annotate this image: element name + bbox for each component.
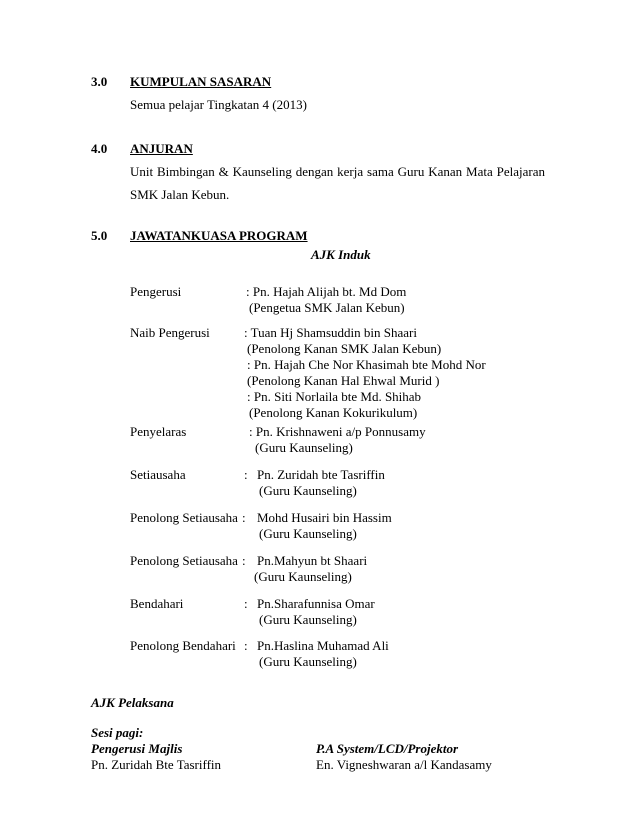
setiausaha-position: (Guru Kaunseling): [259, 483, 357, 498]
penolong-bendahari-position: (Guru Kaunseling): [259, 654, 357, 669]
pa-system-title: P.A System/LCD/Projektor: [316, 741, 459, 756]
role-penyelaras: Penyelaras: [130, 424, 187, 439]
section-3-title: KUMPULAN SASARAN: [130, 74, 272, 89]
naib-pengerusi-name-1: : Tuan Hj Shamsuddin bin Shaari: [244, 325, 417, 340]
bendahari-name: Pn.Sharafunnisa Omar: [257, 596, 375, 611]
naib-pengerusi-position-3: (Penolong Kanan Kokurikulum): [249, 405, 418, 420]
pengerusi-majlis-name: Pn. Zuridah Bte Tasriffin: [91, 757, 222, 772]
penolong-setiausaha-1-colon: :: [242, 510, 246, 525]
role-bendahari: Bendahari: [130, 596, 184, 611]
naib-pengerusi-position-1: (Penolong Kanan SMK Jalan Kebun): [247, 341, 442, 356]
section-4-body-line1: Unit Bimbingan & Kaunseling dengan kerja sama Guru Kanan Mata Pelajaran: [130, 164, 545, 179]
pengerusi-position: (Pengetua SMK Jalan Kebun): [249, 300, 405, 315]
setiausaha-colon: :: [244, 467, 248, 482]
ajk-pelaksana-heading: AJK Pelaksana: [91, 695, 174, 710]
pengerusi-majlis-title: Pengerusi Majlis: [91, 741, 183, 756]
role-setiausaha: Setiausaha: [130, 467, 186, 482]
penolong-setiausaha-1-position: (Guru Kaunseling): [259, 526, 357, 541]
session-label: Sesi pagi:: [91, 725, 144, 740]
role-pengerusi: Pengerusi: [130, 284, 182, 299]
penolong-setiausaha-2-position: (Guru Kaunseling): [254, 569, 352, 584]
naib-pengerusi-position-2: (Penolong Kanan Hal Ehwal Murid ): [247, 373, 440, 388]
role-penolong-setiausaha-2: Penolong Setiausaha: [130, 553, 238, 568]
section-4-title: ANJURAN: [130, 141, 193, 156]
bendahari-position: (Guru Kaunseling): [259, 612, 357, 627]
role-naib-pengerusi: Naib Pengerusi: [130, 325, 210, 340]
role-penolong-setiausaha-1: Penolong Setiausaha: [130, 510, 238, 525]
section-3-body: Semua pelajar Tingkatan 4 (2013): [130, 97, 307, 112]
bendahari-colon: :: [244, 596, 248, 611]
penolong-bendahari-colon: :: [244, 638, 248, 653]
role-penolong-bendahari: Penolong Bendahari: [130, 638, 236, 653]
setiausaha-name: Pn. Zuridah bte Tasriffin: [257, 467, 385, 482]
pa-system-name: En. Vigneshwaran a/l Kandasamy: [316, 757, 492, 772]
penyelaras-position: (Guru Kaunseling): [255, 440, 353, 455]
penolong-setiausaha-2-colon: :: [242, 553, 246, 568]
ajk-induk-heading: AJK Induk: [311, 247, 371, 262]
section-4-number: 4.0: [91, 141, 108, 156]
pengerusi-name: : Pn. Hajah Alijah bt. Md Dom: [246, 284, 407, 299]
penolong-bendahari-name: Pn.Haslina Muhamad Ali: [257, 638, 389, 653]
penolong-setiausaha-2-name: Pn.Mahyun bt Shaari: [257, 553, 368, 568]
naib-pengerusi-name-3: : Pn. Siti Norlaila bte Md. Shihab: [247, 389, 422, 404]
section-5-number: 5.0: [91, 228, 108, 243]
section-4-body-line2: SMK Jalan Kebun.: [130, 187, 230, 202]
penolong-setiausaha-1-name: Mohd Husairi bin Hassim: [257, 510, 392, 525]
section-5-title: JAWATANKUASA PROGRAM: [130, 228, 308, 243]
naib-pengerusi-name-2: : Pn. Hajah Che Nor Khasimah bte Mohd Nor: [247, 357, 486, 372]
penyelaras-name: : Pn. Krishnaweni a/p Ponnusamy: [249, 424, 426, 439]
section-3-number: 3.0: [91, 74, 108, 89]
